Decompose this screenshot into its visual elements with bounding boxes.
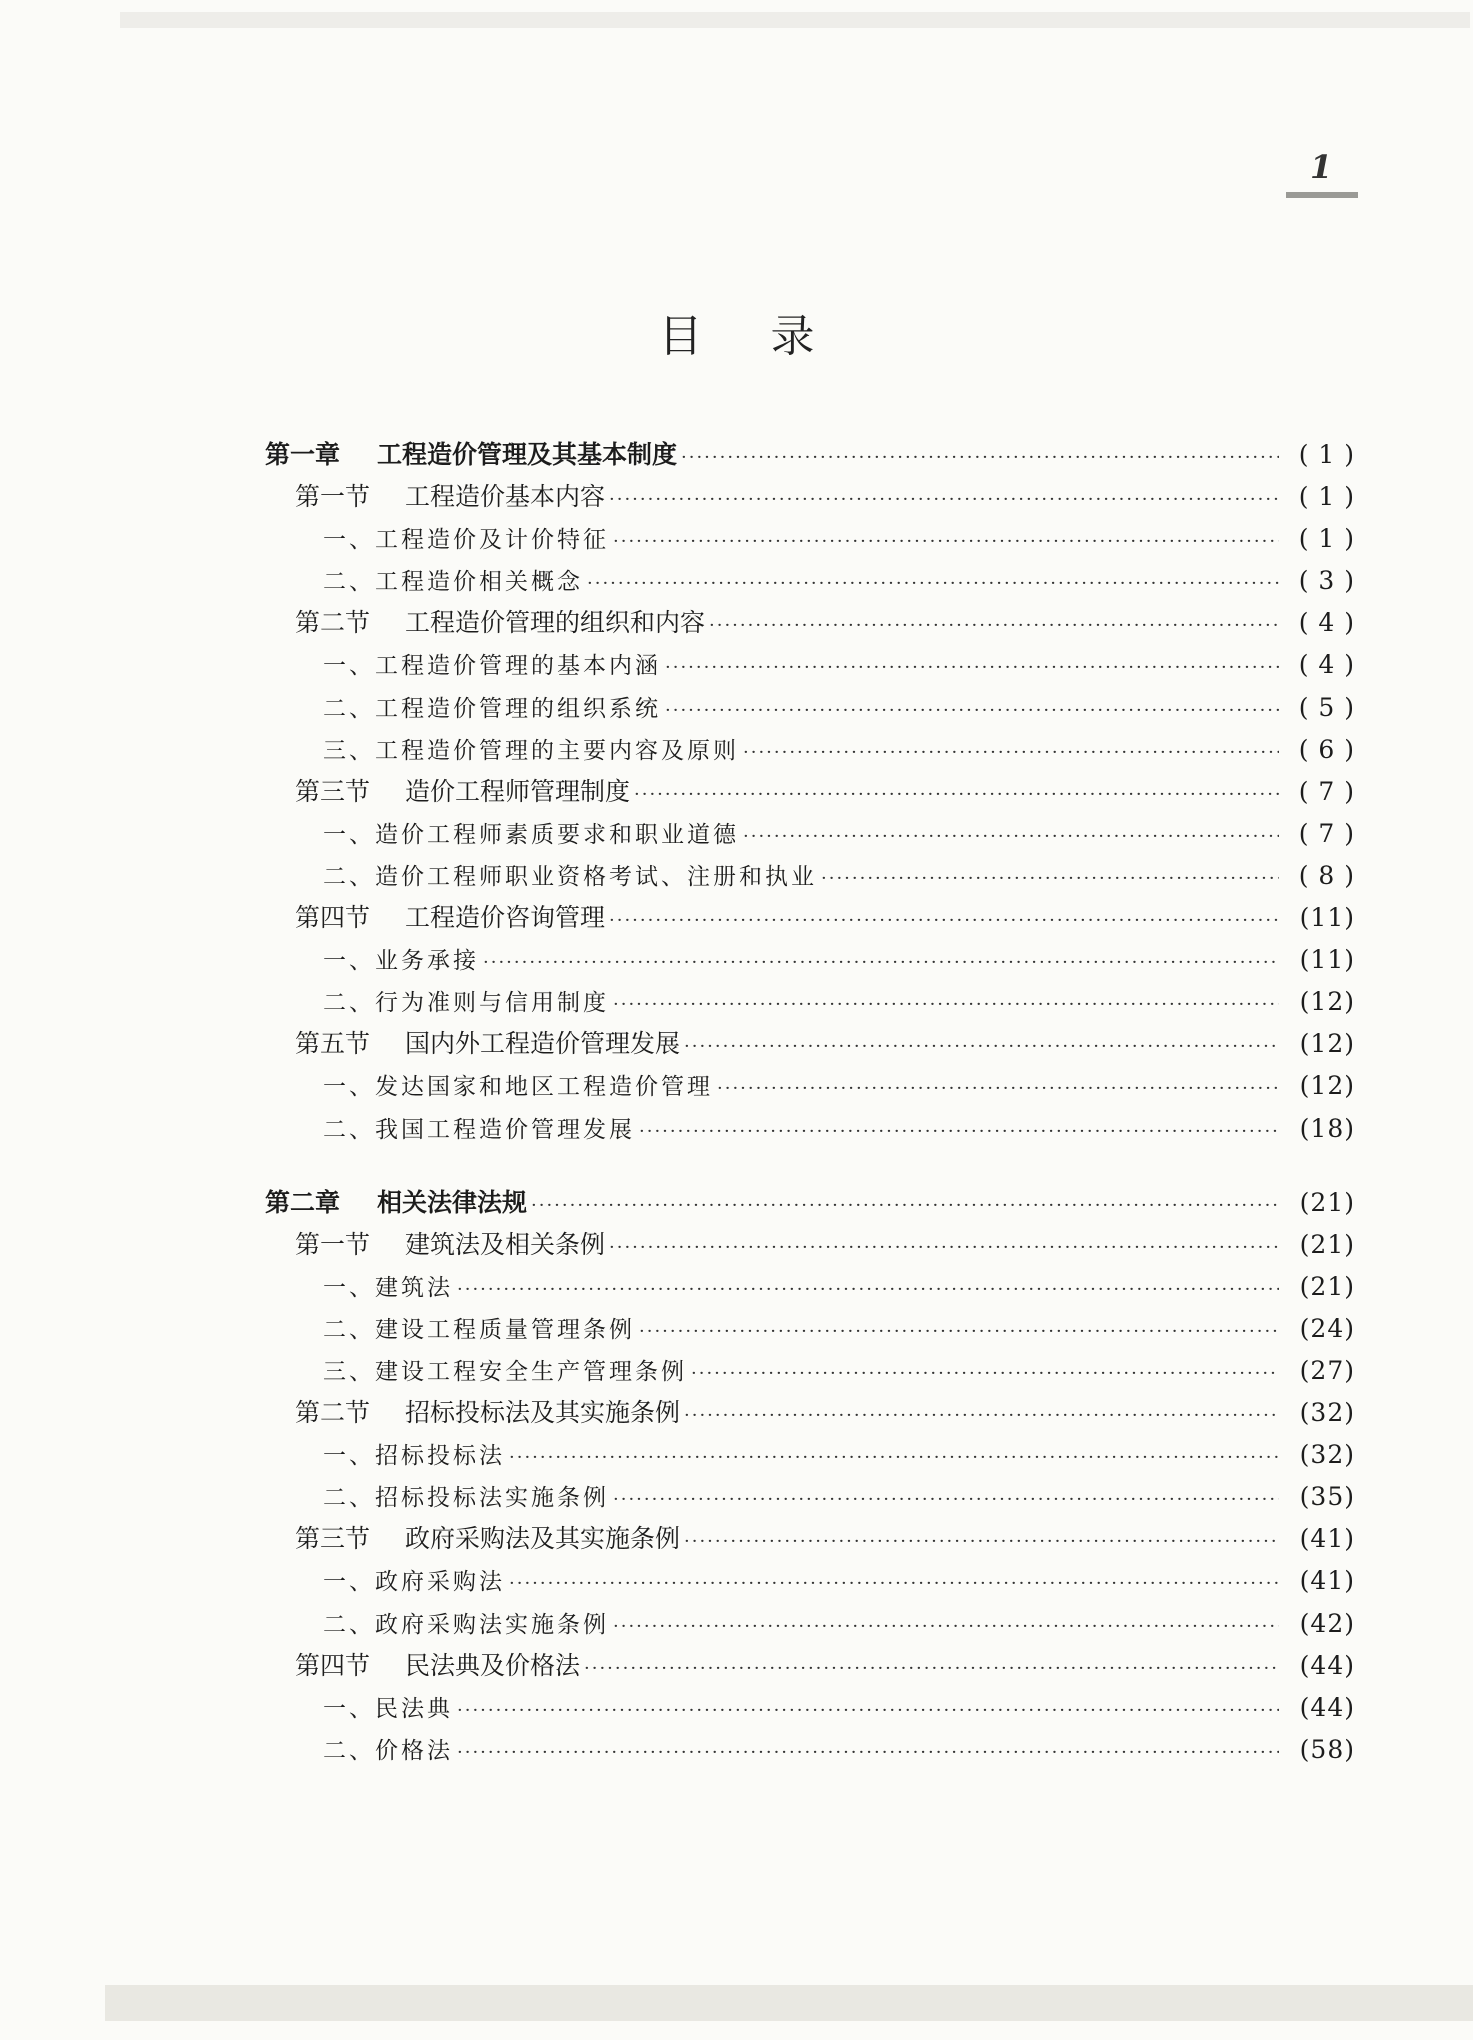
toc-page-number: (21) <box>1299 1187 1355 1217</box>
toc-item-row <box>265 1560 1355 1602</box>
toc-item-row <box>265 855 1355 897</box>
dot-leader <box>613 521 1279 563</box>
toc-entry-title: 工程造价管理的组织和内容 <box>405 608 706 638</box>
toc-item-row <box>265 1065 1355 1107</box>
toc-entry-title: 一、造价工程师素质要求和职业道德 <box>323 821 739 848</box>
toc-chapter-row <box>265 1182 1355 1224</box>
dot-leader <box>457 1269 1279 1311</box>
dot-leader <box>681 437 1279 479</box>
toc-entry-label <box>265 602 705 644</box>
toc-entry-label <box>265 1645 580 1687</box>
toc-entry-title: 二、工程造价管理的组织系统 <box>323 695 661 722</box>
toc-item-row <box>265 813 1355 855</box>
toc-page-number: (21) <box>1299 1229 1355 1259</box>
toc-page-number: (12) <box>1299 1071 1355 1101</box>
toc-entry-title: 一、政府采购法 <box>323 1569 505 1596</box>
table-of-contents <box>265 434 1355 1771</box>
toc-entry-label <box>265 518 609 561</box>
toc-page-number: (11) <box>1299 903 1355 933</box>
toc-item-row <box>265 1603 1355 1645</box>
toc-entry-title: 相关法律法规 <box>377 1187 528 1217</box>
toc-entry-label <box>265 1182 527 1224</box>
toc-page-number: (44) <box>1299 1650 1355 1680</box>
dot-leader <box>531 1185 1279 1227</box>
toc-entry-title: 一、民法典 <box>323 1695 453 1722</box>
dot-leader <box>743 732 1279 774</box>
toc-section-row <box>265 1392 1355 1434</box>
dot-leader <box>709 605 1279 647</box>
dot-leader <box>509 1437 1279 1479</box>
scan-bottom-edge <box>105 1985 1473 2021</box>
dot-leader <box>609 900 1279 942</box>
toc-entry-label <box>265 1023 680 1065</box>
toc-entry-number: 第一节 <box>295 482 371 512</box>
toc-entry-label <box>265 981 609 1024</box>
toc-page-number: ( 1 ) <box>1298 482 1355 512</box>
toc-entry-title: 一、发达国家和地区工程造价管理 <box>323 1074 713 1101</box>
toc-entry-title: 二、造价工程师职业资格考试、注册和执业 <box>323 863 817 890</box>
toc-entry-label <box>265 1392 680 1434</box>
toc-entry-number: 第四节 <box>295 903 371 933</box>
dot-leader <box>691 1353 1279 1395</box>
toc-entry-title: 一、工程造价及计价特征 <box>323 527 609 554</box>
dot-leader <box>587 563 1279 605</box>
toc-entry-title: 建筑法及相关条例 <box>405 1229 606 1259</box>
toc-item-row <box>265 1729 1355 1771</box>
toc-page-number: ( 8 ) <box>1298 860 1355 890</box>
toc-entry-title: 工程造价基本内容 <box>405 482 606 512</box>
toc-section-row <box>265 897 1355 939</box>
toc-entry-title: 一、招标投标法 <box>323 1443 505 1470</box>
toc-section-row <box>265 771 1355 813</box>
toc-entry-label <box>265 560 583 603</box>
toc-page-number: (11) <box>1299 945 1355 975</box>
toc-entry-label <box>265 476 605 518</box>
toc-entry-label <box>265 1603 609 1646</box>
dot-leader <box>609 479 1279 521</box>
toc-item-row <box>265 1434 1355 1476</box>
dot-leader <box>584 1648 1279 1690</box>
toc-section-row <box>265 1224 1355 1266</box>
toc-page-number: (32) <box>1299 1440 1355 1470</box>
toc-item-row <box>265 939 1355 981</box>
toc-entry-number: 第二章 <box>265 1187 341 1217</box>
toc-item-row <box>265 1266 1355 1308</box>
toc-section-row <box>265 1645 1355 1687</box>
toc-entry-title: 二、招标投标法实施条例 <box>323 1485 609 1512</box>
toc-entry-title: 国内外工程造价管理发展 <box>405 1029 681 1059</box>
dot-leader <box>613 1479 1279 1521</box>
toc-entry-label <box>265 1434 505 1477</box>
toc-entry-label <box>265 1687 453 1730</box>
toc-page-number: (18) <box>1299 1113 1355 1143</box>
dot-leader <box>613 1606 1279 1648</box>
toc-entry-title: 一、工程造价管理的基本内涵 <box>323 653 661 680</box>
toc-item-row <box>265 729 1355 771</box>
toc-item-row <box>265 687 1355 729</box>
toc-page-number: ( 4 ) <box>1298 650 1355 680</box>
page-number-rule <box>1286 192 1358 198</box>
toc-entry-label <box>265 1518 680 1560</box>
dot-leader <box>684 1395 1279 1437</box>
page-number: 1 <box>1310 148 1333 186</box>
toc-section-row <box>265 1518 1355 1560</box>
toc-item-row <box>265 1308 1355 1350</box>
scan-top-edge <box>120 12 1470 28</box>
toc-entry-label <box>265 855 817 898</box>
dot-leader <box>665 647 1279 689</box>
toc-page-number: (12) <box>1299 987 1355 1017</box>
dot-leader <box>609 1227 1279 1269</box>
toc-item-row <box>265 981 1355 1023</box>
dot-leader <box>684 1521 1279 1563</box>
toc-entry-number: 第四节 <box>295 1650 371 1680</box>
toc-section-row <box>265 1023 1355 1065</box>
dot-leader <box>483 942 1279 984</box>
toc-entry-title: 工程造价管理及其基本制度 <box>377 440 678 469</box>
toc-entry-title: 二、政府采购法实施条例 <box>323 1611 609 1638</box>
toc-entry-label <box>265 897 605 939</box>
toc-entry-number: 第二节 <box>295 608 371 638</box>
toc-entry-title: 一、建筑法 <box>323 1274 453 1301</box>
toc-page-number: (24) <box>1299 1313 1355 1343</box>
dot-leader <box>457 1732 1279 1774</box>
toc-item-row <box>265 644 1355 686</box>
toc-section-row <box>265 476 1355 518</box>
toc-entry-label <box>265 1065 713 1108</box>
toc-page-number: (41) <box>1299 1566 1355 1596</box>
toc-entry-title: 民法典及价格法 <box>405 1650 581 1680</box>
page-title: 目录 <box>658 311 883 362</box>
toc-page-number: (27) <box>1299 1355 1355 1385</box>
toc-entry-title: 招标投标法及其实施条例 <box>405 1398 681 1428</box>
toc-entry-label <box>265 1560 505 1603</box>
toc-item-row <box>265 518 1355 560</box>
toc-item-row <box>265 1350 1355 1392</box>
toc-section-row <box>265 602 1355 644</box>
toc-page-number: (21) <box>1299 1271 1355 1301</box>
toc-entry-label <box>265 813 739 856</box>
toc-page-number: (44) <box>1299 1692 1355 1722</box>
toc-entry-label <box>265 1350 687 1393</box>
toc-entry-title: 政府采购法及其实施条例 <box>405 1524 681 1554</box>
toc-chapter-row <box>265 434 1355 476</box>
toc-entry-label <box>265 1108 635 1151</box>
toc-page-number: (35) <box>1299 1482 1355 1512</box>
toc-entry-title: 工程造价咨询管理 <box>405 903 606 933</box>
dot-leader <box>684 1026 1279 1068</box>
toc-entry-label <box>265 771 630 813</box>
toc-page-number: ( 7 ) <box>1298 818 1355 848</box>
toc-page-number: (58) <box>1299 1734 1355 1764</box>
toc-entry-title: 二、行为准则与信用制度 <box>323 990 609 1017</box>
toc-page-number: ( 1 ) <box>1298 524 1355 554</box>
toc-page-number: ( 6 ) <box>1298 734 1355 764</box>
toc-entry-number: 第三节 <box>295 776 371 806</box>
toc-page-number: ( 4 ) <box>1298 608 1355 638</box>
toc-entry-label <box>265 644 661 687</box>
toc-page-number: (12) <box>1299 1029 1355 1059</box>
dot-leader <box>821 858 1279 900</box>
toc-entry-number: 第一节 <box>295 1229 371 1259</box>
toc-entry-title: 一、业务承接 <box>323 948 479 975</box>
toc-entry-title: 造价工程师管理制度 <box>405 776 631 806</box>
toc-page-number: (41) <box>1299 1524 1355 1554</box>
toc-entry-number: 第三节 <box>295 1524 371 1554</box>
toc-entry-label <box>265 1729 453 1772</box>
toc-entry-label <box>265 687 661 730</box>
toc-entry-label <box>265 1224 605 1266</box>
dot-leader <box>639 1111 1279 1153</box>
dot-leader <box>743 816 1279 858</box>
toc-page-number: ( 3 ) <box>1298 566 1355 596</box>
toc-entry-label <box>265 1476 609 1519</box>
dot-leader <box>717 1068 1279 1110</box>
dot-leader <box>457 1690 1279 1732</box>
toc-entry-title: 三、工程造价管理的主要内容及原则 <box>323 737 739 764</box>
dot-leader <box>509 1563 1279 1605</box>
dot-leader <box>634 774 1279 816</box>
toc-entry-label <box>265 1266 453 1309</box>
toc-entry-number: 第二节 <box>295 1398 371 1428</box>
toc-page-number: ( 1 ) <box>1298 440 1355 469</box>
toc-entry-title: 二、价格法 <box>323 1737 453 1764</box>
dot-leader <box>639 1311 1279 1353</box>
toc-entry-number: 第一章 <box>265 440 341 469</box>
dot-leader <box>665 690 1279 732</box>
toc-entry-title: 二、建设工程质量管理条例 <box>323 1316 635 1343</box>
toc-item-row <box>265 1476 1355 1518</box>
toc-page-number: (32) <box>1299 1398 1355 1428</box>
toc-item-row <box>265 1687 1355 1729</box>
toc-item-row <box>265 560 1355 602</box>
dot-leader <box>613 984 1279 1026</box>
toc-entry-label <box>265 1308 635 1351</box>
toc-entry-title: 二、工程造价相关概念 <box>323 569 583 596</box>
toc-entry-number: 第五节 <box>295 1029 371 1059</box>
toc-page-number: (42) <box>1299 1608 1355 1638</box>
toc-item-row <box>265 1108 1355 1150</box>
toc-entry-label <box>265 729 739 772</box>
toc-page-number: ( 5 ) <box>1298 692 1355 722</box>
toc-entry-title: 三、建设工程安全生产管理条例 <box>323 1358 687 1385</box>
toc-entry-label <box>265 434 677 476</box>
toc-page-number: ( 7 ) <box>1298 776 1355 806</box>
toc-entry-label <box>265 939 479 982</box>
toc-entry-title: 二、我国工程造价管理发展 <box>323 1116 635 1143</box>
